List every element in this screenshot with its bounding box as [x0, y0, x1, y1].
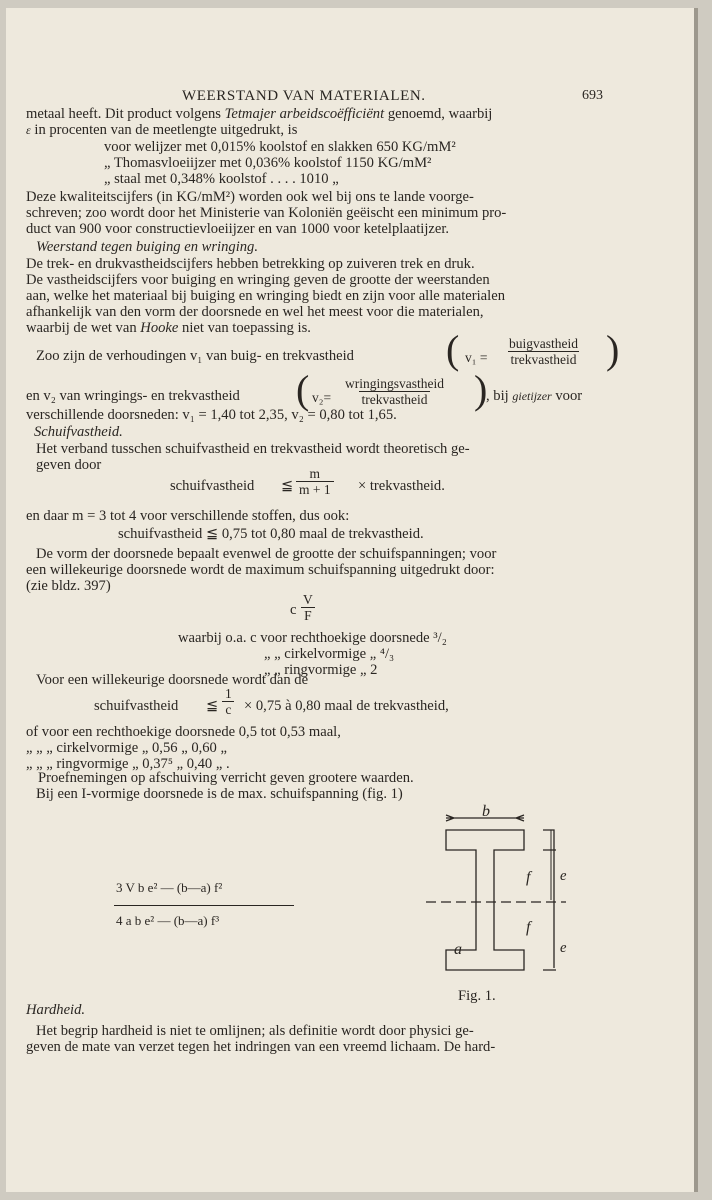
text-line: (zie bldz. 397)	[26, 578, 111, 594]
shear-formula-numerator: 3 V b e² — (b—a) f²	[116, 880, 223, 895]
table-row: „ „ „ cirkelvormige „ 0,56 „ 0,60 „	[26, 740, 227, 756]
text-line: schreven; zoo wordt door het Ministerie van Koloniën geëischt een minimum pro-	[26, 205, 507, 221]
symbol: ε	[26, 123, 31, 137]
fraction-numerator: V	[303, 592, 313, 607]
italic-term: Hooke	[140, 320, 179, 336]
fraction-bar	[114, 905, 294, 906]
fraction-numerator: buigvastheid	[509, 336, 578, 351]
formula-text: × 0,75 à 0,80 maal de trekvastheid,	[244, 698, 449, 714]
table-row: voor welijzer met 0,015% koolstof en slakken 650 KG/mM²	[104, 139, 456, 155]
fraction-v2	[342, 376, 447, 407]
section-heading: Schuifvastheid.	[34, 424, 123, 440]
table-row: of voor een rechthoekige doorsnede 0,5 tot 0,53 maal,	[26, 724, 341, 740]
fraction-m	[296, 466, 334, 497]
text-line: Proefnemingen op afschuiving verricht geven grootere waarden.	[38, 770, 414, 786]
fraction-denominator: F	[301, 607, 315, 623]
text-span: waarbij de wet van	[26, 320, 137, 336]
text-line: Deze kwaliteitscijfers (in KG/mM²) worden ook wel bij ons te lande voorge-	[26, 189, 474, 205]
text-span: , bij	[486, 388, 509, 404]
figure-caption: Fig. 1.	[458, 988, 496, 1004]
left-paren: (	[296, 367, 310, 412]
text-line: Het verband tusschen schuifvastheid en trekvastheid wordt theoretisch ge-	[36, 441, 470, 457]
label-f-top: f	[526, 869, 531, 886]
label-a: a	[454, 941, 462, 958]
table-row: „ „ ringvormige „ 2	[264, 662, 378, 678]
fraction-v1	[506, 336, 581, 367]
table-row: „ Thomasvloeiijzer met 0,036% koolstof 1150 KG/mM²	[104, 155, 432, 171]
text-line: en daar m = 3 tot 4 voor verschillende stoffen, dus ook:	[26, 508, 350, 524]
text-line	[26, 320, 311, 336]
right-paren: )	[474, 367, 488, 412]
table-row: „ „ cirkelvormige „ ⁴/₃	[264, 646, 395, 662]
formula-line: schuifvastheid ≦ 0,75 tot 0,80 maal de trekvastheid.	[118, 526, 424, 542]
table-row: waarbij o.a. c voor rechthoekige doorsnede ³/₂	[178, 630, 447, 646]
label-f-bot: f	[526, 919, 531, 936]
section-heading: Weerstand tegen buiging en wringing.	[36, 239, 258, 255]
i-beam-drawing	[406, 808, 586, 1008]
text-span: genoemd, waarbij	[387, 106, 493, 122]
shear-formula-denominator: 4 a b e² — (b—a) f³	[116, 913, 220, 928]
label-e-bot: e	[560, 940, 567, 956]
text-line: duct van 900 voor constructievloeiijzer en van 1000 voor ketelplaatijzer.	[26, 221, 450, 237]
section-heading: Hardheid.	[26, 1002, 86, 1018]
text-line: geven de mate van verzet tegen het indringen van een vreemd lichaam. De hard-	[26, 1039, 496, 1055]
formula-symbol: v₂=	[312, 390, 332, 405]
text-line: aan, welke het materiaal bij buiging en wringing biedt en zijn voor alle materialen	[26, 288, 505, 304]
fraction-denominator: c	[222, 701, 234, 717]
i-beam-figure	[406, 803, 586, 1008]
text-line: Zoo zijn de verhoudingen v₁ van buig- en trekvastheid	[36, 348, 354, 364]
fraction-numerator: 1	[225, 686, 232, 701]
book-page	[6, 8, 698, 1192]
text-line: De vorm der doorsnede bepaalt evenwel de grootte der schuifspanningen; voor	[36, 546, 497, 562]
text-span: voor	[555, 388, 583, 404]
text-span: in procenten van de meetlengte uitgedrukt, is	[34, 122, 298, 138]
fraction-denominator: trekvastheid	[508, 351, 580, 367]
text-line	[26, 106, 492, 122]
fraction-numerator: m	[309, 466, 321, 481]
formula-operator: ≦	[206, 698, 219, 714]
fraction-denominator: trekvastheid	[359, 391, 431, 407]
text-line: De vastheidscijfers voor buiging en wringing geven de grootte der weerstanden	[26, 272, 490, 288]
text-line: en v₂ van wringings- en trekvastheid	[26, 388, 240, 404]
fraction-vf	[300, 592, 316, 623]
formula-text: × trekvastheid.	[358, 478, 445, 494]
right-paren: )	[606, 327, 620, 372]
text-line: een willekeurige doorsnede wordt de maximum schuifspanning uitgedrukt door:	[26, 562, 495, 578]
formula-operator: ≦	[281, 478, 294, 494]
formula-symbol: c	[290, 602, 297, 618]
text-line	[486, 388, 582, 404]
formula-text: schuifvastheid	[170, 478, 255, 494]
text-line	[26, 122, 297, 138]
text-line: Bij een I-vormige doorsnede is de max. schuifspanning (fig. 1)	[36, 786, 403, 802]
left-paren: (	[446, 327, 460, 372]
text-line: afhankelijk van den vorm der doorsnede en wel het meest voor die materialen,	[26, 304, 484, 320]
text-line: De trek- en drukvastheidscijfers hebben betrekking op zuiveren trek en druk.	[26, 256, 475, 272]
text-line: verschillende doorsneden: v₁ = 1,40 tot 2,35, v₂ = 0,80 tot 1,65.	[26, 407, 397, 423]
italic-term: gietijzer	[512, 389, 552, 403]
text-span: niet van toepassing is.	[182, 320, 311, 336]
table-row: „ „ „ ringvormige „ 0,37⁵ „ 0,40 „ .	[26, 756, 230, 772]
fraction-1c	[222, 686, 235, 717]
running-header: WEERSTAND VAN MATERIALEN.	[182, 88, 426, 104]
page-number: 693	[582, 88, 603, 103]
text-line: geven door	[36, 457, 102, 473]
label-b: b	[482, 803, 490, 820]
text-line: Voor een willekeurige doorsnede wordt dan de	[36, 672, 309, 688]
fraction-numerator: wringingsvastheid	[345, 376, 444, 391]
formula-symbol: v₁ =	[465, 350, 488, 365]
table-row: „ staal met 0,348% koolstof . . . . 1010 „	[104, 171, 339, 187]
text-line: Het begrip hardheid is niet te omlijnen; als definitie wordt door physici ge-	[36, 1023, 474, 1039]
label-e-top: e	[560, 868, 567, 884]
formula-text: schuifvastheid	[94, 698, 179, 714]
text-span: metaal heeft. Dit product volgens	[26, 106, 221, 122]
italic-term: Tetmajer arbeidscoëfficiënt	[224, 106, 385, 122]
fraction-denominator: m + 1	[296, 481, 334, 497]
